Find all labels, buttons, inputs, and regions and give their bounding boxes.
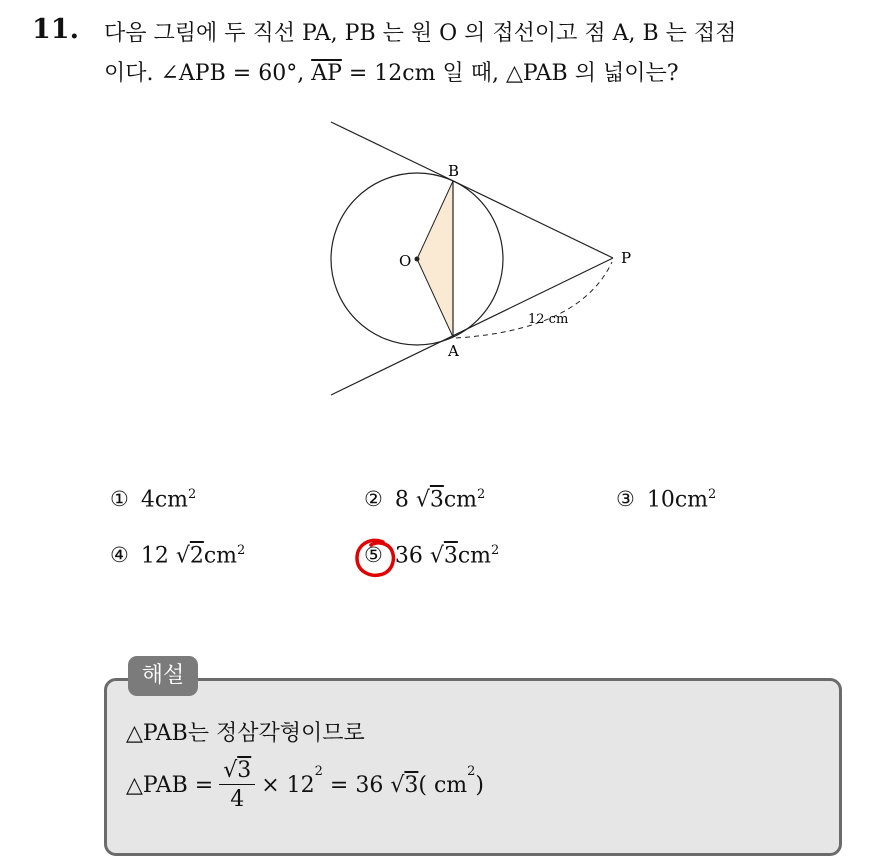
choice-1[interactable] — [110, 487, 196, 512]
question-text-line1: 다음 그림에 두 직선 PA, PB 는 원 O 의 접선이고 점 A, B 는 접점 — [104, 21, 737, 46]
choice-coefficient: 8 — [394, 487, 416, 513]
question-text-part: = 12cm 일 때, △PAB 의 넓이는? — [341, 61, 679, 86]
choice-number: ① — [110, 487, 129, 512]
question-text-line2 — [104, 56, 679, 87]
formula-eq: = 36 — [322, 773, 391, 798]
unit-open: ( cm — [418, 773, 468, 798]
choice-2[interactable] — [364, 487, 485, 512]
choice-value: 10cm — [646, 487, 709, 513]
choice-exponent: 2 — [708, 487, 717, 502]
choice-value: 4cm — [140, 487, 189, 513]
choice-4[interactable] — [110, 543, 245, 568]
kite-obpa — [417, 181, 453, 337]
sqrt-symbol: √ — [223, 758, 238, 783]
choice-unit: cm — [203, 543, 238, 569]
label-a: A — [448, 342, 459, 360]
solution-line1: △PAB는 정삼각형이므로 — [126, 721, 365, 746]
choice-number: ⑤ — [364, 543, 383, 568]
question-number: 11. — [32, 14, 79, 45]
choice-coefficient: 12 — [140, 543, 176, 569]
unit-exponent: 2 — [467, 764, 476, 779]
fraction-numerator — [219, 758, 255, 785]
choice-3[interactable] — [616, 487, 716, 512]
tangent-line-pa — [331, 258, 613, 395]
choice-unit: cm — [457, 543, 492, 569]
label-o: O — [399, 252, 412, 270]
choice-exponent: 2 — [237, 543, 246, 558]
answer-mark — [353, 536, 399, 582]
segment-ap: $\overline{AP}$ — [311, 61, 342, 86]
choice-number: ③ — [616, 487, 635, 512]
label-b: B — [448, 162, 460, 180]
radicand: 2 — [189, 543, 204, 569]
choice-exponent: 2 — [477, 487, 486, 502]
sqrt-symbol: √ — [390, 773, 405, 798]
choice-exponent: 2 — [188, 487, 197, 502]
formula-lhs: △PAB = — [126, 773, 214, 798]
choice-unit: cm — [443, 487, 478, 513]
unit-close: ) — [475, 773, 485, 798]
choice-coefficient: 36 — [394, 543, 430, 569]
formula-times: × 12 — [261, 773, 315, 798]
choice-exponent: 2 — [491, 543, 500, 558]
fraction — [219, 758, 255, 813]
solution-tab: 해설 — [128, 656, 198, 696]
choice-number: ④ — [110, 543, 129, 568]
tangent-circle-figure — [320, 110, 640, 410]
fraction-denominator: 4 — [230, 787, 245, 812]
sqrt-symbol: √3 — [429, 543, 458, 569]
sqrt-symbol: √2 — [175, 543, 204, 569]
label-length: 12 cm — [528, 312, 569, 327]
tangent-line-pb — [331, 122, 613, 258]
radicand: 3 — [429, 487, 444, 513]
radicand: 3 — [237, 758, 252, 783]
question-text-part: 이다. ∠APB = 60°, — [104, 61, 312, 86]
center-point — [415, 257, 420, 262]
sqrt-symbol: √3 — [415, 487, 444, 513]
choice-number: ② — [364, 487, 383, 512]
radicand: 3 — [443, 543, 458, 569]
solution-formula — [126, 758, 484, 813]
label-p: P — [621, 249, 632, 267]
formula-exponent: 2 — [314, 764, 323, 779]
radicand: 3 — [404, 773, 419, 798]
